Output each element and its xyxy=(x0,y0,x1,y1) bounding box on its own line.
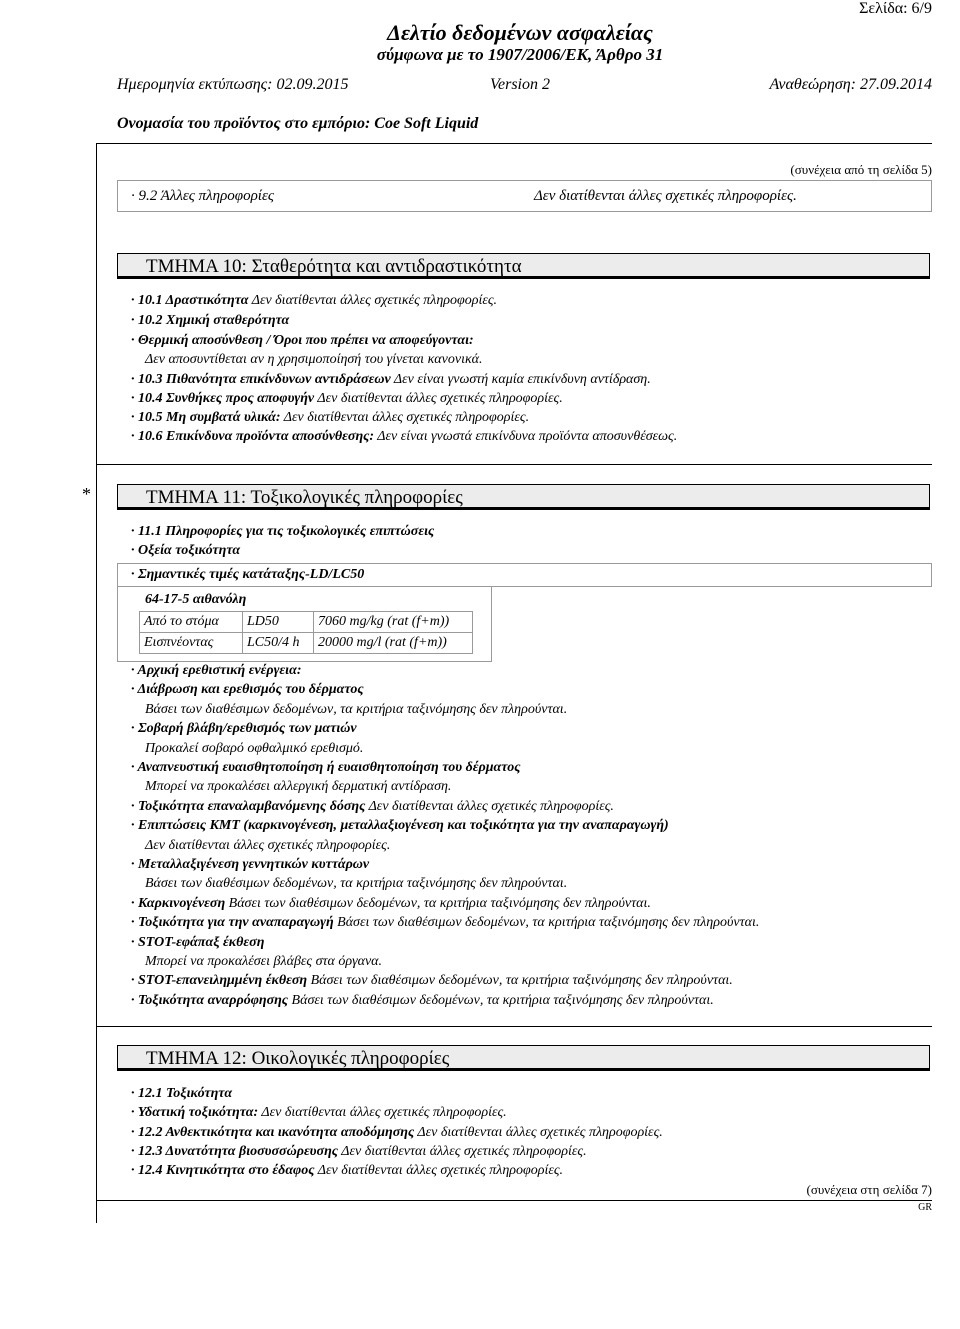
version: Version 2 xyxy=(490,76,550,93)
document-subtitle: σύμφωνα με το 1907/2006/ΕΚ, Άρθρο 31 xyxy=(376,45,664,64)
section-11-title: ΤΜΗΜΑ 11: Τοξικολογικές πληροφορίες xyxy=(146,487,463,508)
ld-lc50-title: · Σημαντικές τιμές κατάταξης-LD/LC50 xyxy=(131,567,365,582)
table-row: Από το στόμα LD50 7060 mg/kg (rat (f+m)) xyxy=(140,612,473,633)
list-item: · Διάβρωση και ερεθισμός του δέρματος xyxy=(131,682,364,697)
s10-3: · 10.3 Πιθανότητα επικίνδυνων αντιδράσεων Δεν είναι γνωστή καμία επικίνδυνη αντίδραση. xyxy=(131,372,651,387)
list-item: · Επιπτώσεις ΚΜΤ (καρκινογένεση, μεταλλαξιογένεση και τοξικότητα για την αναπαραγωγή) xyxy=(131,818,669,833)
list-item: Βάσει των διαθέσιμων δεδομένων, τα κριτήρια ταξινόμησης δεν πληρούνται. xyxy=(145,702,568,717)
footer-rule xyxy=(96,1200,932,1201)
s10-1: · 10.1 Δραστικότητα Δεν διατίθενται άλλες σχετικές πληροφορίες. xyxy=(131,293,498,308)
s12-aquatic: · Υδατική τοξικότητα: Δεν διατίθενται άλλες σχετικές πληροφορίες. xyxy=(131,1105,507,1120)
s10-5: · 10.5 Μη συμβατά υλικά: Δεν διατίθενται άλλες σχετικές πληροφορίες. xyxy=(131,410,530,425)
list-item: Μπορεί να προκαλέσει αλλεργική δερματική αντίδραση. xyxy=(145,779,452,794)
section-11-heading xyxy=(117,484,930,510)
section-12-rule xyxy=(96,1026,932,1027)
change-marker: * xyxy=(82,484,91,504)
header-divider xyxy=(96,143,932,144)
s12-1: · 12.1 Τοξικότητα xyxy=(131,1086,233,1101)
s10-thermal: · Θερμική αποσύνθεση / Όροι που πρέπει να αποφεύγονται: xyxy=(131,333,474,348)
list-item: · Αρχική ερεθιστική ενέργεια: xyxy=(131,663,302,678)
document-title: Δελτίο δεδομένων ασφαλείας xyxy=(387,20,653,45)
table-row: Εισπνέοντας LC50/4 h 20000 mg/l (rat (f+m)) xyxy=(140,633,473,654)
s10-6: · 10.6 Επικίνδυνα προϊόντα αποσύνθεσης: Δεν είναι γνωστά επικίνδυνα προϊόντα αποσυνθέσεως. xyxy=(131,429,678,444)
s11-1: · 11.1 Πληροφορίες για τις τοξικολογικές επιπτώσεις xyxy=(131,524,435,539)
list-item: · Τοξικότητα αναρρόφησης Βάσει των διαθέσιμων δεδομένων, τα κριτήρια ταξινόμησης δεν πληρούνται. xyxy=(131,993,714,1008)
list-item: · Καρκινογένεση Βάσει των διαθέσιμων δεδομένων, τα κριτήρια ταξινόμησης δεν πληρούνται. xyxy=(131,896,651,911)
list-item: Δεν διατίθενται άλλες σχετικές πληροφορίες. xyxy=(145,838,391,853)
product-name: Ονομασία του προϊόντος στο εμπόριο: Coe Soft Liquid xyxy=(117,115,479,132)
section-12-heading xyxy=(117,1045,930,1071)
s12-3: · 12.3 Δυνατότητα βιοσυσσώρευσης Δεν διατίθενται άλλες σχετικές πληροφορίες. xyxy=(131,1144,587,1159)
list-item: · Τοξικότητα για την αναπαραγωγή Βάσει των διαθέσιμων δεδομένων, τα κριτήρια ταξινόμησης δεν πληρούνται. xyxy=(131,915,760,930)
continued-from: (συνέχεια από τη σελίδα 5) xyxy=(790,162,932,177)
list-item: · Σοβαρή βλάβη/ερεθισμός των ματιών xyxy=(131,721,357,736)
s11-acute: · Οξεία τοξικότητα xyxy=(131,543,241,558)
toxicity-table xyxy=(139,611,473,654)
section-10-heading xyxy=(117,253,930,279)
list-item: · STOT-εφάπαξ έκθεση xyxy=(131,935,265,950)
language-code: GR xyxy=(918,1202,932,1213)
print-date: Ημερομηνία εκτύπωσης: 02.09.2015 xyxy=(117,76,349,93)
list-item: · Τοξικότητα επαναλαμβανόμενης δόσης Δεν διατίθενται άλλες σχετικές πληροφορίες. xyxy=(131,799,614,814)
s10-2: · 10.2 Χημική σταθερότητα xyxy=(131,313,290,328)
s10-4: · 10.4 Συνθήκες προς αποφυγήν Δεν διατίθενται άλλες σχετικές πληροφορίες. xyxy=(131,391,563,406)
list-item: Βάσει των διαθέσιμων δεδομένων, τα κριτήρια ταξινόμησης δεν πληρούνται. xyxy=(145,876,568,891)
list-item: · Μεταλλαξιγένεση γεννητικών κυττάρων xyxy=(131,857,370,872)
continued-on: (συνέχεια στη σελίδα 7) xyxy=(806,1182,932,1197)
section-10-title: ΤΜΗΜΑ 10: Σταθερότητα και αντιδραστικότητα xyxy=(146,256,522,277)
substance-name: 64-17-5 αιθανόλη xyxy=(145,592,247,607)
list-item: Μπορεί να προκαλέσει βλάβες στα όργανα. xyxy=(145,954,383,969)
s12-4: · 12.4 Κινητικότητα στο έδαφος Δεν διατίθενται άλλες σχετικές πληροφορίες. xyxy=(131,1163,564,1178)
list-item: · Αναπνευστική ευαισθητοποίηση ή ευαισθητοποίηση του δέρματος xyxy=(131,760,521,775)
s10-thermal-text: Δεν αποσυντίθεται αν η χρησιμοποίησή του γίνεται κανονικά. xyxy=(145,352,483,367)
section-11-rule xyxy=(96,464,932,465)
s9-2-value: Δεν διατίθενται άλλες σχετικές πληροφορίες. xyxy=(534,188,797,204)
list-item: · STOT-επανειλημμένη έκθεση Βάσει των διαθέσιμων δεδομένων, τα κριτήρια ταξινόμησης δεν πληρούνται. xyxy=(131,973,733,988)
revision-date: Αναθεώρηση: 27.09.2014 xyxy=(769,76,932,93)
section-12-title: ΤΜΗΜΑ 12: Οικολογικές πληροφορίες xyxy=(146,1048,450,1069)
left-margin-rule xyxy=(96,143,97,1223)
s9-2-label: · 9.2 Άλλες πληροφορίες xyxy=(131,188,274,204)
list-item: Προκαλεί σοβαρό οφθαλμικό ερεθισμό. xyxy=(145,741,364,756)
s12-2: · 12.2 Ανθεκτικότητα και ικανότητα αποδόμησης Δεν διατίθενται άλλες σχετικές πληροφορίες. xyxy=(131,1125,663,1140)
page-number: Σελίδα: 6/9 xyxy=(859,0,932,17)
